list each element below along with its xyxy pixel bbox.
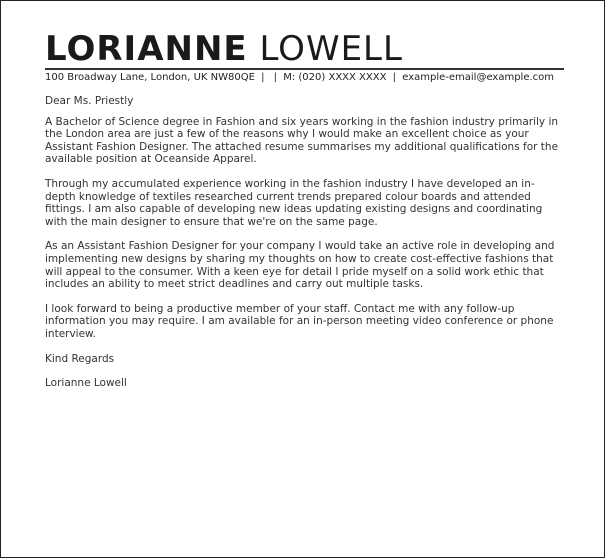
letter-closing: Kind Regards [45, 352, 115, 365]
contact-line [45, 72, 554, 84]
letter-header [45, 29, 594, 69]
contact-phone: M: (020) XXXX XXXX [283, 72, 387, 83]
letter-signature: Lorianne Lowell [45, 377, 127, 390]
letter-paragraph: I look forward to being a productive member of your staff. Contact me with any follow-up information you may require. I am available for an in-person meeting video conference or phone interview. [45, 302, 554, 340]
letter-salutation: Dear Ms. Priestly [45, 95, 134, 107]
letter-paragraph: As an Assistant Fashion Designer for your company I would take an active role in developing and implementing new designs by sharing my thoughts on how to create cost-effective fashions that will appeal to the consumer. With a keen eye for detail I pride myself on a solid work ethic that includes an ability to meet strict deadlines and carry out multiple tasks. [45, 240, 555, 291]
applicant-first-name: LORIANNE [45, 29, 248, 69]
letter-body [45, 95, 565, 402]
letter-paragraph: Through my accumulated experience working in the fashion industry I have developed an in-depth knowledge of textiles researched current trends prepared colour boards and attended fittings. I am also capable of developing new ideas updating existing designs and coordinating with the main designer to ensure that we're on the same page. [45, 177, 543, 228]
contact-address: 100 Broadway Lane, London, UK NW80QE [45, 72, 255, 83]
contact-email: example-email@example.com [402, 72, 555, 83]
contact-separator: | [273, 72, 278, 83]
contact-separator: | [261, 72, 265, 83]
applicant-last-name: LOWELL [259, 29, 403, 69]
contact-separator: | [392, 72, 397, 83]
applicant-name [45, 29, 594, 69]
header-divider [45, 68, 564, 70]
letter-paragraph: A Bachelor of Science degree in Fashion and six years working in the fashion industry primarily in the London area are just a few of the reasons why I would make an excellent choice as your Assistant Fashion Designer. The attached resume summarises my additional qualifications for the available position at Oceanside Apparel. [45, 115, 559, 166]
